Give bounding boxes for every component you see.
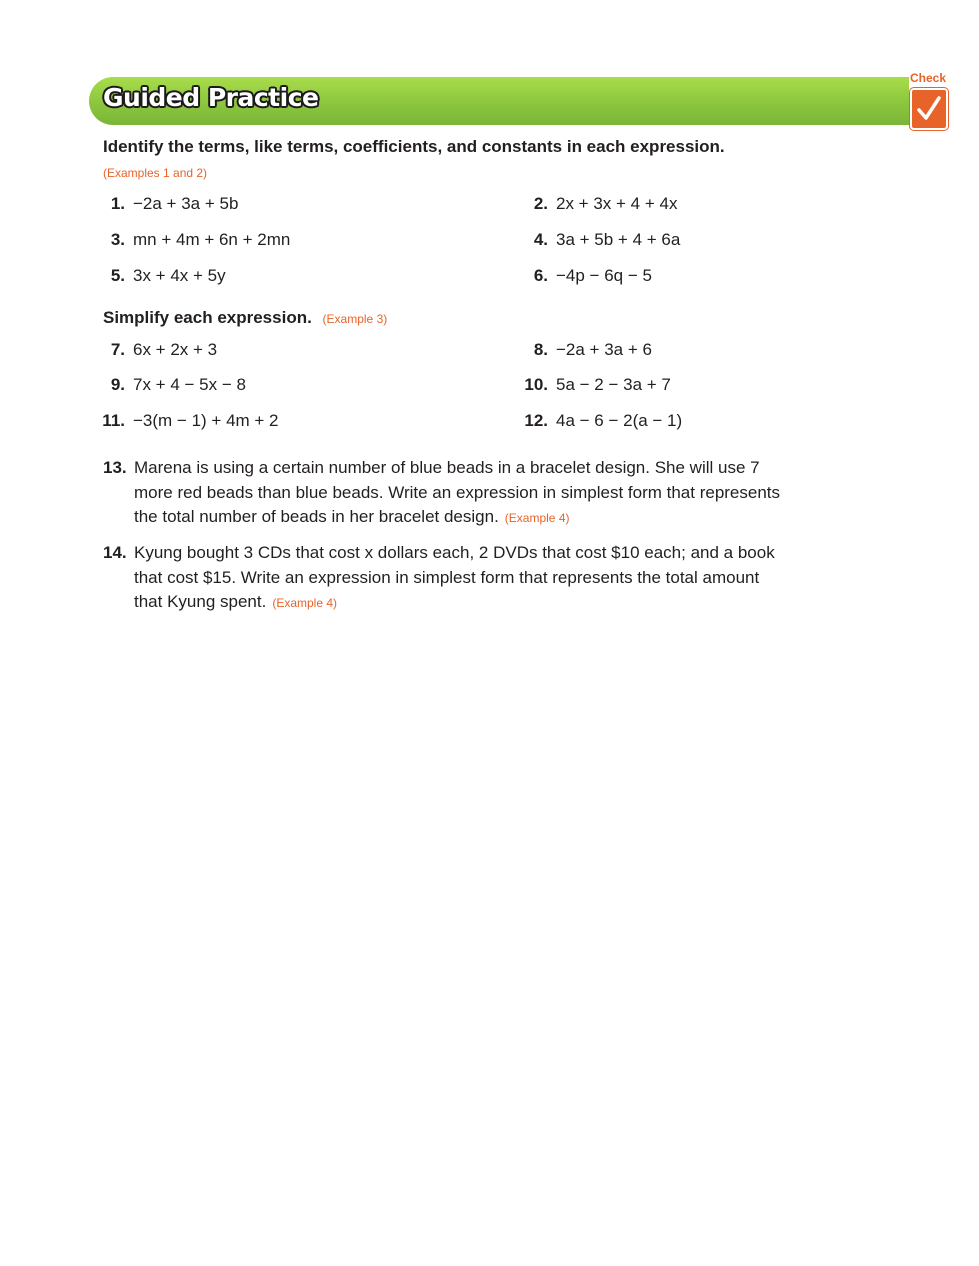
- exercise-number: 12.: [524, 411, 548, 430]
- exercise-expression: 5a − 2 − 3a + 7: [556, 375, 671, 394]
- exercise-expression: 6x + 2x + 3: [133, 340, 218, 359]
- check-label: Check: [909, 71, 947, 85]
- exercise-number: 4.: [533, 230, 548, 249]
- problem-body: [134, 456, 783, 531]
- exercise-expression: 7x + 4 − 5x − 8: [133, 375, 246, 394]
- exercise-1: [93, 194, 238, 214]
- exercise-expression: mn + 4m + 6n + 2mn: [133, 230, 291, 249]
- problem-text: Kyung bought 3 CDs that cost x dollars each, 2 DVDs that cost $10 each; and a book that cost $15. Write an expression in simplest form that represents the total amount that Kyung spent.: [134, 543, 775, 611]
- exercise-expression: −2a + 3a + 6: [556, 340, 652, 359]
- exercise-number: 8.: [533, 340, 548, 359]
- exercise-expression: −2a + 3a + 5b: [133, 194, 239, 213]
- problem-reference: (Example 4): [272, 596, 338, 610]
- check-mark-icon: [915, 94, 943, 124]
- check-box: [910, 88, 948, 130]
- exercise-expression: −3(m − 1) + 4m + 2: [133, 411, 279, 430]
- exercise-6: [516, 266, 652, 286]
- section1-instruction: Identify the terms, like terms, coefficients, and constants in each expression.: [103, 137, 725, 156]
- problem-reference: (Example 4): [504, 511, 570, 525]
- exercise-7: [93, 340, 217, 360]
- exercise-8: [516, 340, 652, 360]
- exercise-9: [93, 375, 246, 395]
- guided-practice-banner: [89, 77, 909, 125]
- exercise-number: 6.: [533, 266, 548, 285]
- section2-instruction: [103, 308, 387, 328]
- section2-reference: (Example 3): [322, 312, 388, 326]
- word-problem-13: [103, 456, 783, 531]
- problem-number: 13.: [103, 458, 127, 477]
- exercise-number: 11.: [102, 411, 125, 430]
- exercise-number: 7.: [110, 340, 125, 359]
- exercise-expression: 4a − 6 − 2(a − 1): [556, 411, 683, 430]
- problem-number: 14.: [103, 543, 127, 562]
- exercise-11: [93, 411, 279, 431]
- exercise-2: [516, 194, 677, 214]
- section1-reference: (Examples 1 and 2): [103, 166, 208, 180]
- problem-text: Marena is using a certain number of blue beads in a bracelet design. She will use 7 more red beads than blue beads. Write an expression in simplest form that represents the total number of beads in her bracelet design.: [134, 458, 781, 526]
- exercise-number: 3.: [110, 230, 125, 249]
- exercise-4: [516, 230, 680, 250]
- problem-body: [134, 541, 783, 616]
- exercise-expression: 2x + 3x + 4 + 4x: [556, 194, 678, 213]
- exercise-3: [93, 230, 290, 250]
- exercise-number: 5.: [110, 266, 125, 285]
- banner-title: Guided Practice: [103, 83, 319, 112]
- exercise-expression: 3x + 4x + 5y: [133, 266, 226, 285]
- word-problem-14: [103, 541, 783, 616]
- exercise-number: 1.: [110, 194, 125, 213]
- exercise-5: [93, 266, 226, 286]
- exercise-expression: 3a + 5b + 4 + 6a: [556, 230, 681, 249]
- exercise-10: [516, 375, 671, 395]
- exercise-number: 2.: [533, 194, 548, 213]
- exercise-number: 9.: [110, 375, 125, 394]
- check-badge: [906, 70, 950, 132]
- exercise-12: [516, 411, 682, 431]
- exercise-number: 10.: [524, 375, 548, 394]
- section2-instruction-text: Simplify each expression.: [103, 308, 312, 327]
- exercise-expression: −4p − 6q − 5: [556, 266, 652, 285]
